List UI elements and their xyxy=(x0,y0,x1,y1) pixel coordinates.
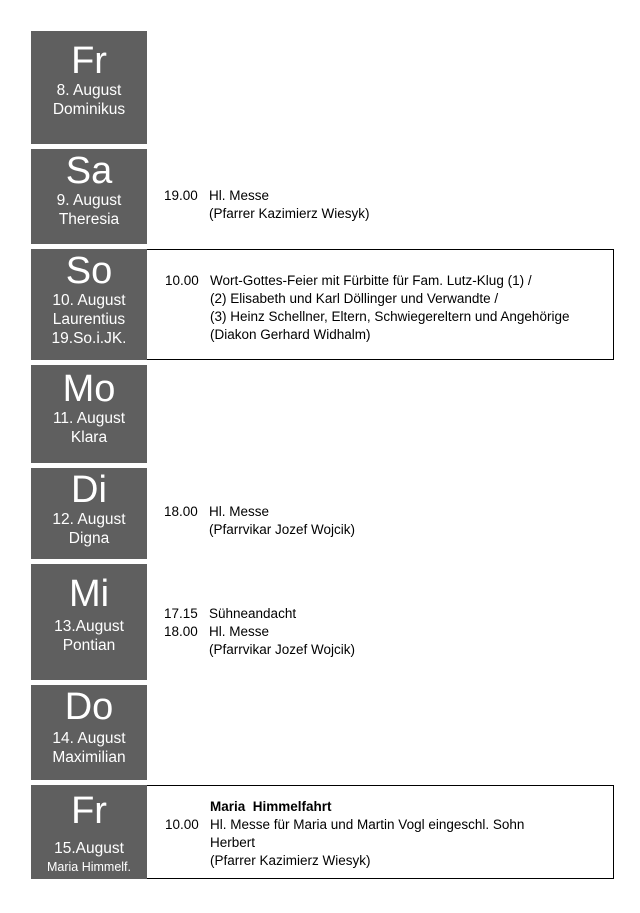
event-line xyxy=(165,272,609,290)
event-text: (Pfarrer Kazimierz Wiesyk) xyxy=(210,853,371,868)
day-saint: Theresia xyxy=(58,211,120,228)
event-time: 18.00 xyxy=(164,504,198,519)
day-events xyxy=(164,503,610,539)
event-text: (3) Heinz Schellner, Eltern, Schwiegereltern und Angehörige xyxy=(210,309,570,324)
event-line xyxy=(165,834,609,852)
event-text: Sühneandacht xyxy=(209,606,297,621)
day-date: 10. August xyxy=(52,292,126,309)
event-line xyxy=(164,205,610,223)
day-saint: Pontian xyxy=(62,637,116,654)
day-box xyxy=(31,249,147,360)
day-saint: Maximilian xyxy=(52,749,126,766)
weekday-abbr: Do xyxy=(64,686,114,728)
day-row-fr-8 xyxy=(31,31,614,144)
day-date: 11. August xyxy=(52,410,126,427)
event-time: 10.00 xyxy=(165,273,199,288)
day-row-mo-11 xyxy=(31,365,614,463)
feast-title: Maria Himmelfahrt xyxy=(210,799,332,814)
weekday-abbr: So xyxy=(65,250,113,292)
event-time: 17.15 xyxy=(164,606,198,621)
event-line xyxy=(165,816,609,834)
event-line xyxy=(165,308,609,326)
weekday-abbr: Sa xyxy=(65,150,113,192)
day-box xyxy=(31,785,147,879)
event-time xyxy=(165,834,210,852)
event-time xyxy=(164,521,209,539)
day-date: 9. August xyxy=(56,192,122,209)
day-box xyxy=(31,564,147,680)
event-text: Hl. Messe xyxy=(209,188,270,203)
day-events xyxy=(164,605,610,659)
event-line xyxy=(165,326,609,344)
day-events xyxy=(165,798,609,870)
event-text: (Diakon Gerhard Widhalm) xyxy=(210,327,371,342)
weekday-abbr: Fr xyxy=(71,40,107,82)
day-date: 15.August xyxy=(54,840,124,857)
day-box xyxy=(31,31,147,144)
event-text: Hl. Messe xyxy=(209,504,270,519)
event-text: Herbert xyxy=(210,835,256,850)
day-row-fr-15 xyxy=(31,785,614,879)
sunday-count: 19.So.i.JK. xyxy=(51,330,127,347)
event-line xyxy=(164,521,610,539)
day-row-mi-13 xyxy=(31,564,614,680)
day-box xyxy=(31,149,147,244)
day-row-di-12 xyxy=(31,468,614,559)
weekday-abbr: Fr xyxy=(71,790,107,832)
event-line xyxy=(164,641,610,659)
day-saint: Digna xyxy=(68,530,110,547)
event-time: 10.00 xyxy=(165,817,199,832)
day-saint: Laurentius xyxy=(52,311,126,328)
day-date: 14. August xyxy=(52,730,126,747)
event-text: (Pfarrvikar Jozef Wojcik) xyxy=(209,522,356,537)
event-line xyxy=(165,852,609,870)
event-text: (2) Elisabeth und Karl Döllinger und Verwandte / xyxy=(210,291,499,306)
day-events xyxy=(165,272,609,344)
event-line xyxy=(164,503,610,521)
event-line xyxy=(164,187,610,205)
day-box xyxy=(31,365,147,463)
day-row-sa-9 xyxy=(31,149,614,244)
event-time xyxy=(165,852,210,870)
day-box xyxy=(31,685,147,780)
event-text: (Pfarrvikar Jozef Wojcik) xyxy=(209,642,356,657)
event-time xyxy=(165,326,210,344)
event-text: (Pfarrer Kazimierz Wiesyk) xyxy=(209,206,370,221)
day-date: 12. August xyxy=(52,511,126,528)
event-time xyxy=(165,290,210,308)
event-time xyxy=(164,641,209,659)
weekday-abbr: Mi xyxy=(68,573,110,615)
day-row-do-14 xyxy=(31,685,614,780)
day-events xyxy=(164,187,610,223)
event-time xyxy=(164,205,209,223)
event-line xyxy=(165,290,609,308)
event-time xyxy=(165,798,210,816)
event-line xyxy=(164,605,610,623)
day-row-so-10 xyxy=(31,249,614,360)
event-line xyxy=(165,798,609,816)
day-saint: Maria Himmelf. xyxy=(46,860,132,874)
day-date: 13.August xyxy=(54,618,124,635)
event-text: Hl. Messe für Maria und Martin Vogl eingeschl. Sohn xyxy=(210,817,525,832)
event-text: Wort-Gottes-Feier mit Fürbitte für Fam. Lutz-Klug (1) / xyxy=(210,273,532,288)
weekday-abbr: Mo xyxy=(62,368,116,410)
event-time: 18.00 xyxy=(164,624,198,639)
day-box xyxy=(31,468,147,559)
event-line xyxy=(164,623,610,641)
weekday-abbr: Di xyxy=(71,469,107,511)
event-text: Hl. Messe xyxy=(209,624,270,639)
day-date: 8. August xyxy=(56,82,122,99)
day-saint: Klara xyxy=(70,429,108,446)
day-saint: Dominikus xyxy=(52,101,126,118)
event-time: 19.00 xyxy=(164,188,198,203)
event-time xyxy=(165,308,210,326)
